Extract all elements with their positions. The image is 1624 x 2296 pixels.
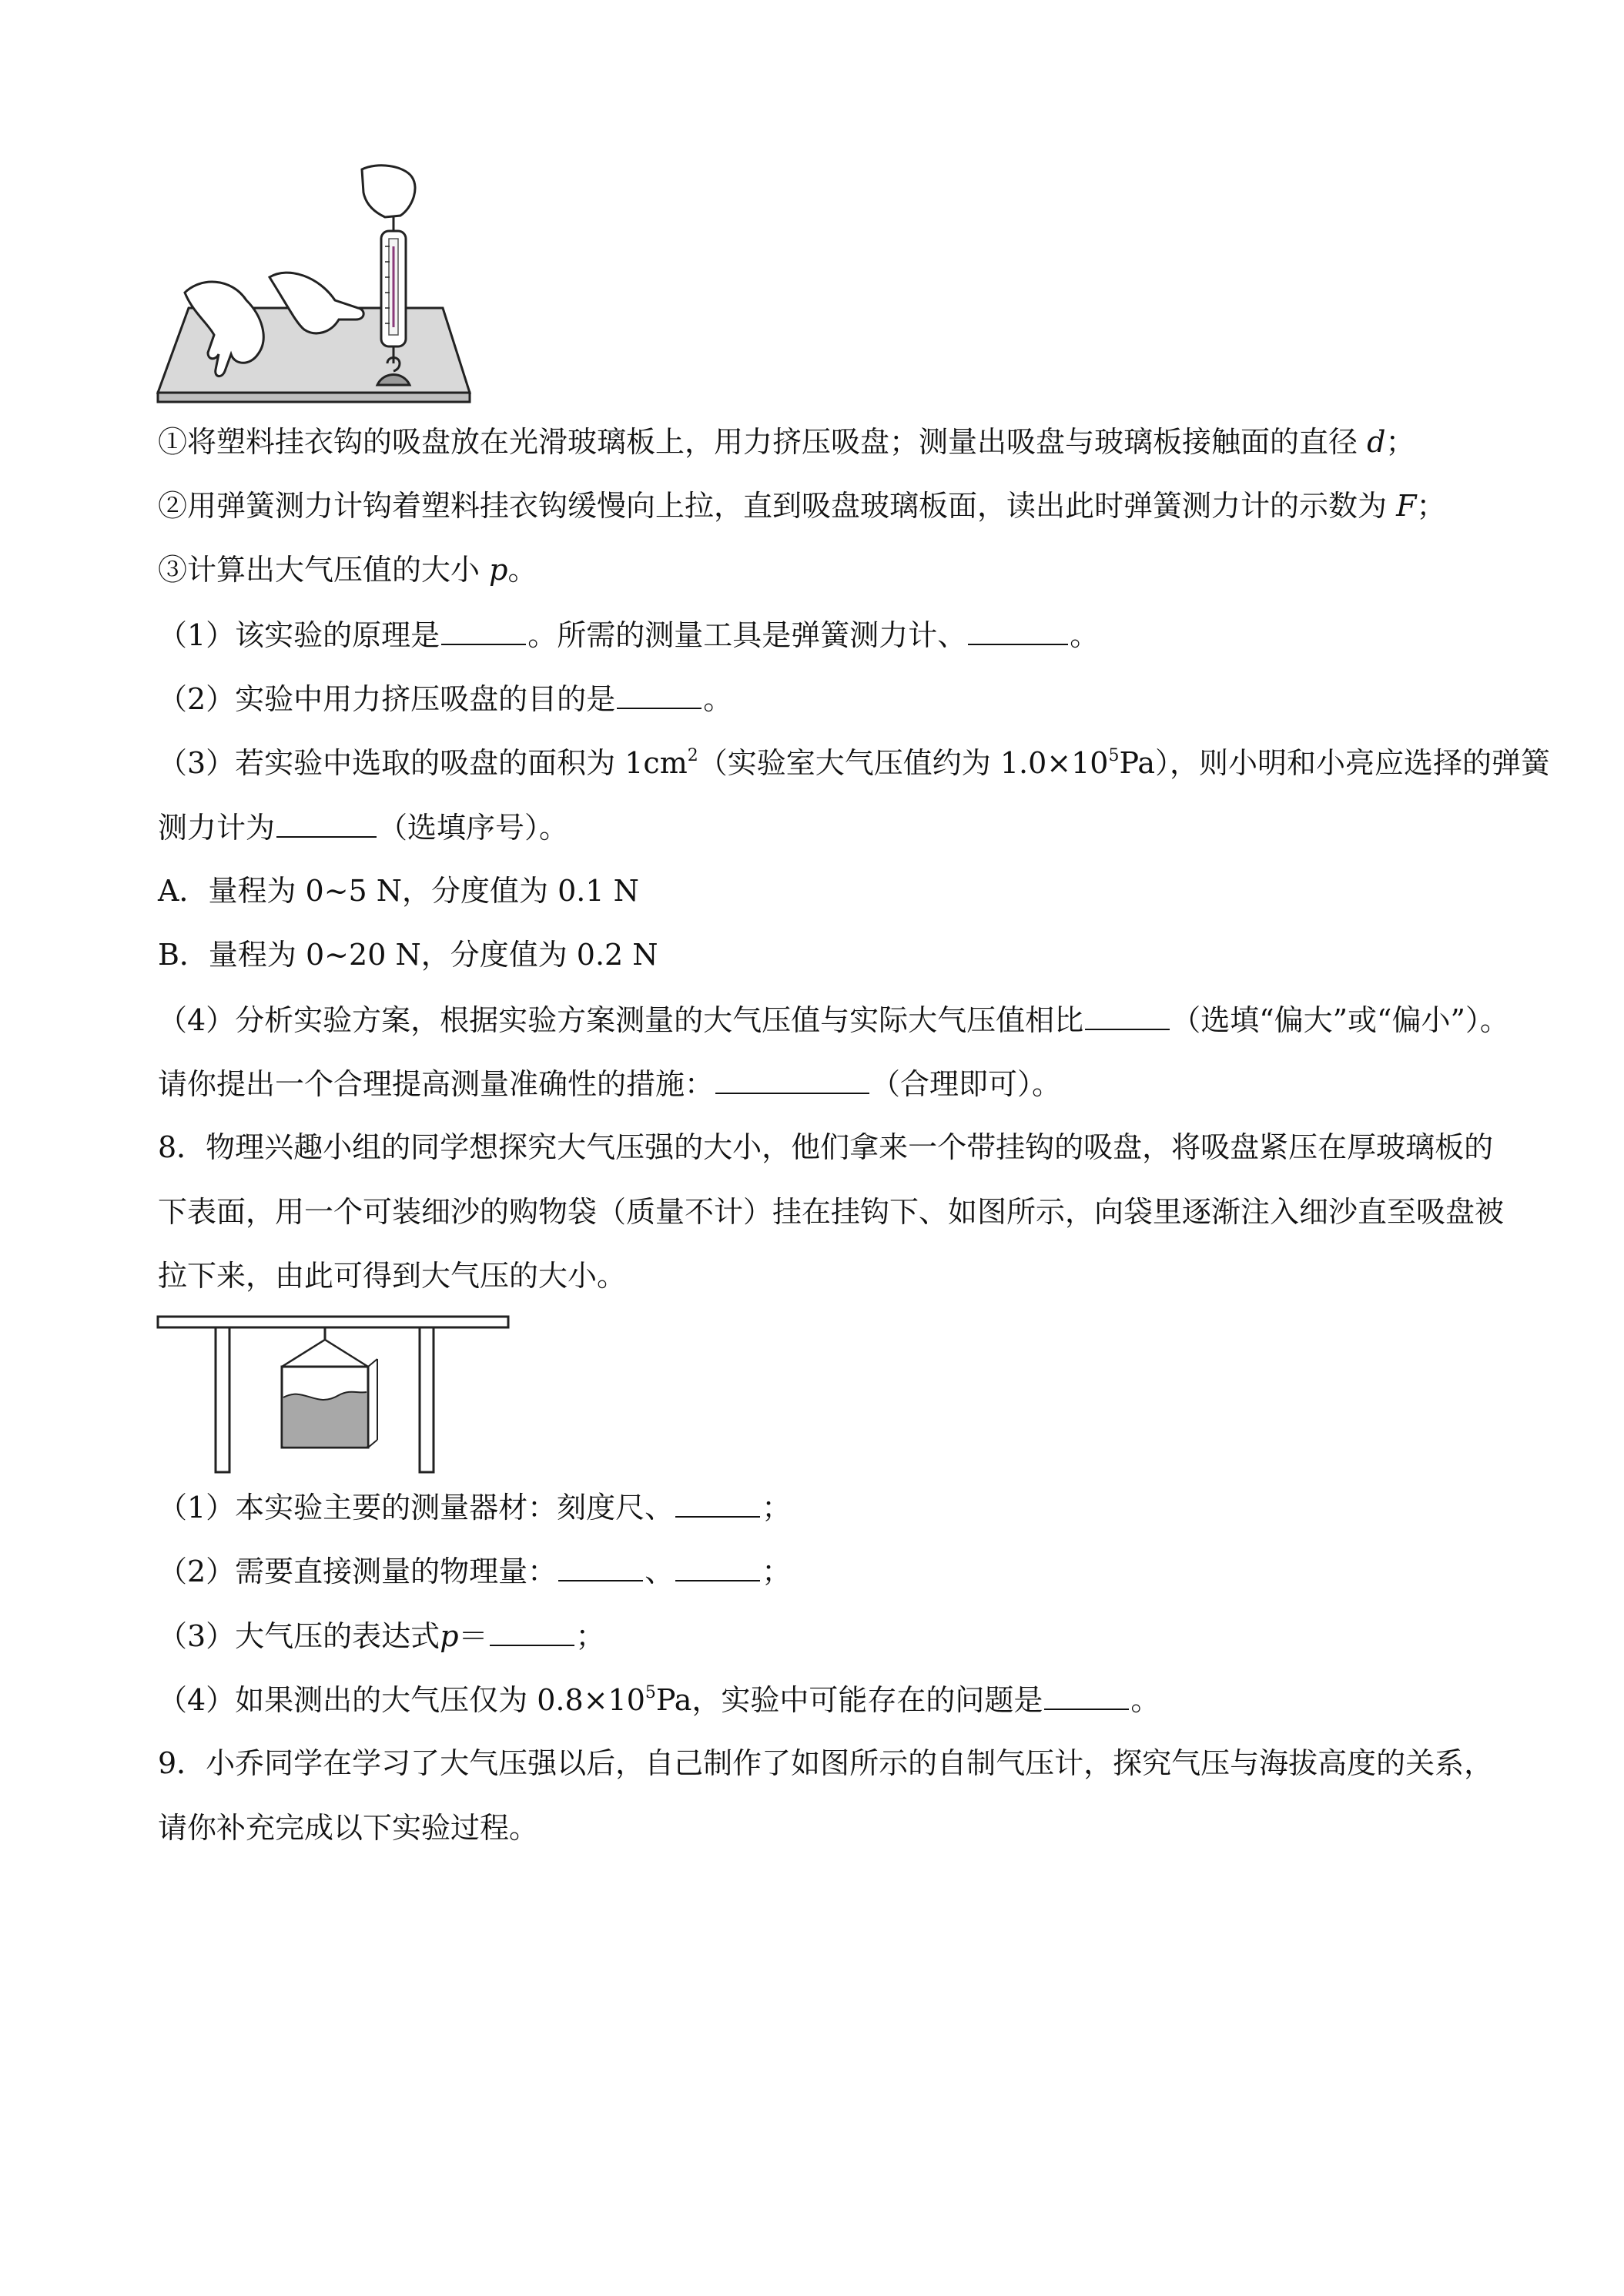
answer-blank[interactable] — [968, 616, 1068, 645]
q8-stem-3: 拉下来，由此可得到大气压的大小。 — [158, 1259, 627, 1293]
q9-stem-1: 9．小乔同学在学习了大气压强以后，自己制作了如图所示的自制气压计，探究气压与海拔高度的关系， — [158, 1746, 1494, 1780]
answer-blank[interactable] — [441, 616, 526, 645]
q8-sub-2: （2）需要直接测量的物理量： 、 ； — [158, 1552, 791, 1590]
q7-sub-1: （1）该实验的原理是 。所需的测量工具是弹簧测力计、 。 — [158, 616, 1099, 654]
answer-blank[interactable] — [558, 1552, 643, 1581]
q7-sub-2: （2）实验中用力挤压吸盘的目的是 。 — [158, 680, 732, 718]
q8-stem-1: 8．物理兴趣小组的同学想探究大气压强的大小，他们拿来一个带挂钩的吸盘，将吸盘紧压在厚玻璃板的 — [158, 1130, 1494, 1164]
q7-step-3: ③计算出大气压值的大小 p。 — [158, 553, 537, 587]
q8-stem-2: 下表面，用一个可装细沙的购物袋（质量不计）挂在挂钩下、如图所示，向袋里逐渐注入细沙直至吸盘被 — [158, 1195, 1505, 1229]
q9-stem-2: 请你补充完成以下实验过程。 — [158, 1811, 539, 1845]
q8-sub-1: （1）本实验主要的测量器材：刻度尺、 ； — [158, 1488, 791, 1526]
answer-blank[interactable] — [675, 1552, 760, 1581]
q7-sub-4: （4）分析实验方案，根据实验方案测量的大气压值与实际大气压值相比 （选填“偏大”或“偏小”）。 — [158, 1001, 1509, 1039]
answer-blank[interactable] — [1044, 1681, 1129, 1710]
q7-step-2: ②用弹簧测力计钩着塑料挂衣钩缓慢向上拉，直到吸盘玻璃板面，读出此时弹簧测力计的示数为 F； — [158, 489, 1446, 523]
q7-option-b: B．量程为 0~20 N，分度值为 0.2 N — [158, 938, 658, 972]
q7-sub-3-cont: 测力计为 （选填序号）。 — [158, 808, 568, 846]
answer-blank[interactable] — [675, 1488, 760, 1518]
q7-option-a: A．量程为 0~5 N，分度值为 0.1 N — [158, 874, 639, 908]
q8-sub-4: （4）如果测出的大气压仅为 $0.8\times 10^5Pa$，实验中可能存在的问题是 。 — [158, 1681, 1160, 1719]
answer-blank[interactable] — [276, 808, 377, 838]
q7-sub-3: （3）若实验中选取的吸盘的面积为 $1cm^2$（实验室大气压值约为 $1.0\times 10^5Pa$），则小明和小亮应选择的弹簧 — [158, 746, 1550, 780]
answer-blank[interactable] — [617, 680, 702, 709]
q7-step-1: ①将塑料挂衣钩的吸盘放在光滑玻璃板上，用力挤压吸盘；测量出吸盘与玻璃板接触面的直径 d； — [158, 425, 1415, 459]
q8-sub-3: （3）大气压的表达式p＝ ； — [158, 1617, 605, 1655]
q7-sub-4-cont: 请你提出一个合理提高测量准确性的措施： （合理即可）。 — [158, 1065, 1061, 1103]
answer-blank[interactable] — [1085, 1001, 1170, 1030]
answer-blank[interactable] — [490, 1617, 574, 1646]
suction-cup-experiment-figure — [154, 162, 477, 408]
answer-blank[interactable] — [715, 1065, 869, 1094]
sand-bag-experiment-figure — [154, 1309, 516, 1474]
